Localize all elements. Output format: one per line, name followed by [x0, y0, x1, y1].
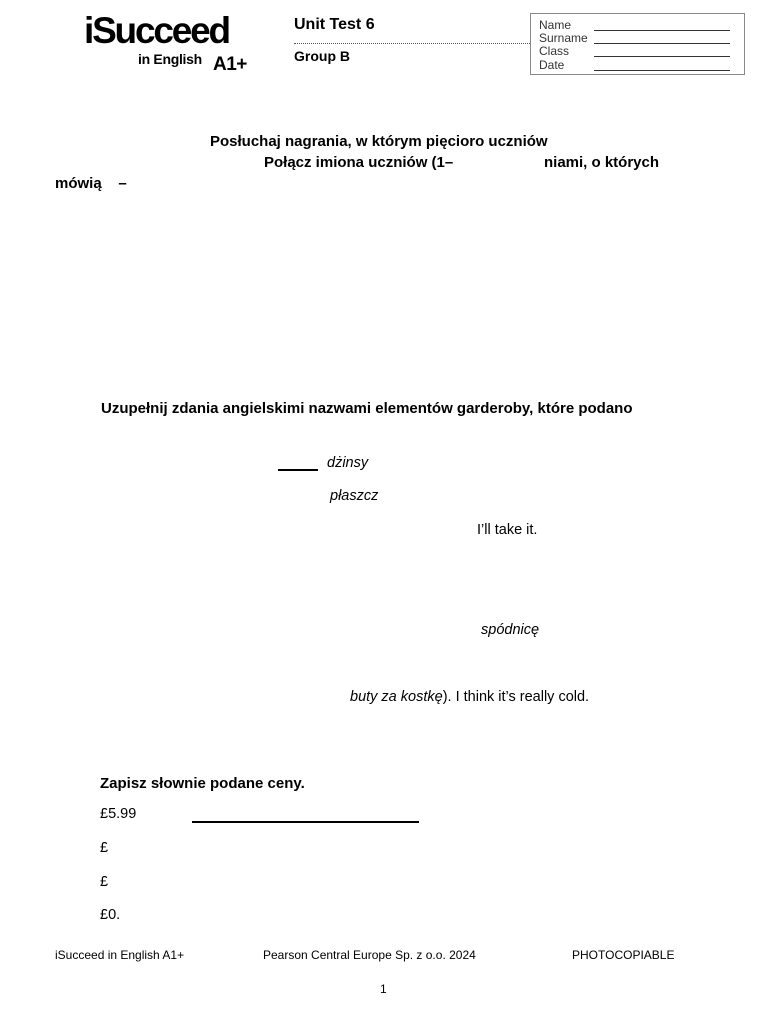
- price-1-answer-line[interactable]: [192, 821, 419, 823]
- date-field[interactable]: [594, 70, 730, 71]
- group-label: Group B: [294, 48, 350, 64]
- sentence-3-ending: I’ll take it.: [477, 522, 538, 538]
- student-info-box: [530, 13, 745, 75]
- exercise1-instruction-line2b: niami, o których: [544, 154, 660, 171]
- hint-skirt: spódnicę: [481, 622, 540, 638]
- sentence-5: [350, 690, 589, 705]
- logo-subtitle: in English: [138, 51, 202, 67]
- exercise1-instruction-line2a: Połącz imiona uczniów (1–: [264, 154, 454, 171]
- name-label: Name: [539, 18, 572, 32]
- class-label: Class: [539, 44, 570, 58]
- exercise2-instruction: Uzupełnij zdania angielskimi nazwami elementów garderoby, które podano: [101, 400, 633, 417]
- logo-title: iSucceed: [84, 10, 229, 51]
- logo-level: A1+: [213, 54, 247, 75]
- exercise3-instruction: Zapisz słownie podane ceny.: [100, 775, 305, 792]
- exercise1-instruction-line3: mówią –: [55, 175, 127, 192]
- header-divider: [294, 43, 530, 44]
- date-label: Date: [539, 58, 565, 72]
- footer-center: Pearson Central Europe Sp. z o.o. 2024: [263, 948, 476, 962]
- footer-left: iSucceed in English A1+: [55, 948, 185, 962]
- hint-ankle-boots: buty za kostkę: [350, 689, 443, 705]
- exercise1-instruction-line1: Posłuchaj nagrania, w którym pięcioro uczniów: [210, 133, 548, 150]
- price-2: £: [100, 840, 109, 856]
- hint-coat: płaszcz: [330, 488, 379, 504]
- answer-blank-1[interactable]: [278, 469, 318, 471]
- hint-jeans: dżinsy: [327, 455, 369, 471]
- class-field[interactable]: [594, 56, 730, 57]
- name-field[interactable]: [594, 30, 730, 31]
- footer-right: PHOTOCOPIABLE: [572, 948, 675, 962]
- price-3: £: [100, 874, 109, 890]
- surname-label: Surname: [539, 31, 588, 45]
- page-number: 1: [380, 982, 387, 996]
- price-4: £0.: [100, 907, 121, 923]
- unit-title: Unit Test 6: [294, 16, 375, 33]
- surname-field[interactable]: [594, 43, 730, 44]
- sentence-5-ending: ). I think it’s really cold.: [442, 689, 590, 705]
- price-1: £5.99: [100, 806, 137, 822]
